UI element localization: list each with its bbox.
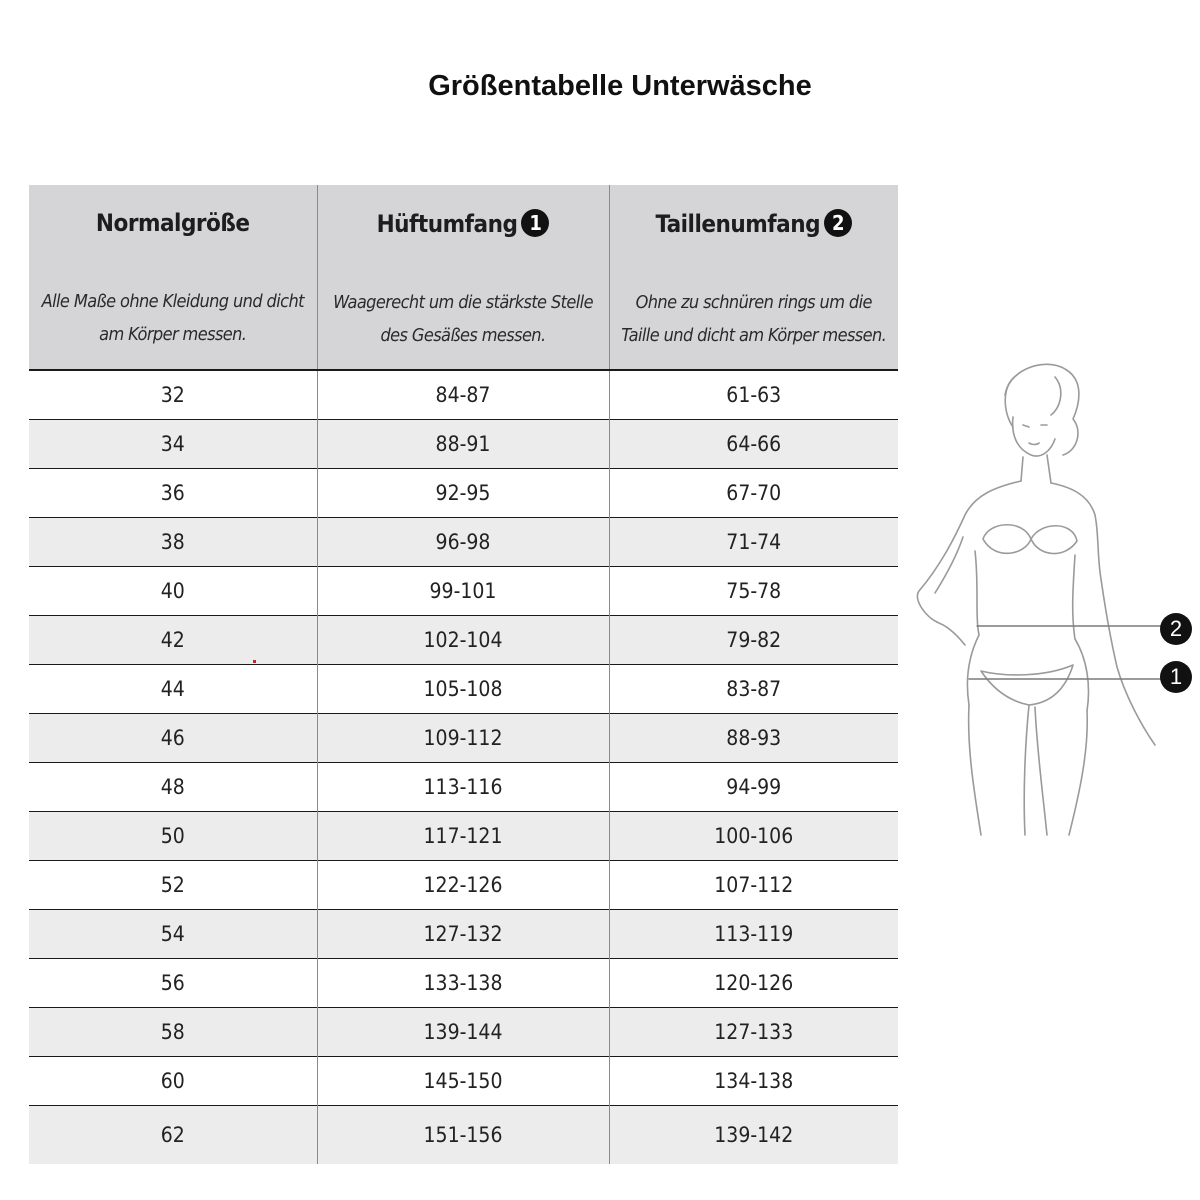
hip-cell: 84-87	[317, 370, 609, 420]
hip-cell: 99-101	[317, 567, 609, 616]
hip-cell: 133-138	[317, 959, 609, 1008]
size-cell: 54	[29, 910, 317, 959]
waist-cell: 75-78	[609, 567, 898, 616]
waist-cell: 71-74	[609, 518, 898, 567]
header-hip-title: Hüftumfang	[376, 210, 518, 238]
hip-marker-icon: 1	[1160, 661, 1192, 693]
size-cell: 56	[29, 959, 317, 1008]
stray-mark	[253, 660, 256, 663]
hip-cell: 122-126	[317, 861, 609, 910]
size-cell: 58	[29, 1008, 317, 1057]
header-waist-title: Taillenumfang	[655, 210, 821, 238]
size-cell: 34	[29, 420, 317, 469]
waist-cell: 107-112	[609, 861, 898, 910]
header-waist-title-wrap	[610, 209, 899, 238]
hip-cell: 92-95	[317, 469, 609, 518]
body-measurement-figure	[905, 355, 1200, 845]
header-size-title: Normalgröße	[95, 209, 250, 237]
table-body	[29, 370, 898, 1164]
header-waist	[609, 185, 898, 370]
waist-cell: 67-70	[609, 469, 898, 518]
waist-cell: 83-87	[609, 665, 898, 714]
waist-cell: 139-142	[609, 1106, 898, 1165]
hip-cell: 117-121	[317, 812, 609, 861]
header-hip	[317, 185, 609, 370]
waist-cell: 120-126	[609, 959, 898, 1008]
size-cell: 60	[29, 1057, 317, 1106]
size-cell: 62	[29, 1106, 317, 1165]
female-silhouette-icon	[905, 355, 1200, 845]
header-waist-description: Ohne zu schnüren rings um die Taille und dicht am Körper messen.	[621, 292, 887, 346]
hip-cell: 88-91	[317, 420, 609, 469]
waist-cell: 79-82	[609, 616, 898, 665]
waist-cell: 94-99	[609, 763, 898, 812]
waist-cell: 61-63	[609, 370, 898, 420]
waist-cell: 88-93	[609, 714, 898, 763]
waist-cell: 64-66	[609, 420, 898, 469]
table-row	[29, 567, 898, 616]
size-cell: 52	[29, 861, 317, 910]
page-title: Größentabelle Unterwäsche	[428, 70, 812, 102]
table-row	[29, 518, 898, 567]
table-row	[29, 714, 898, 763]
table-header	[29, 185, 898, 370]
table-row	[29, 861, 898, 910]
header-hip-description: Waagerecht um die stärkste Stelle des Gesäßes messen.	[333, 292, 593, 346]
hip-cell: 127-132	[317, 910, 609, 959]
size-cell: 40	[29, 567, 317, 616]
waist-marker-icon: 2	[1160, 613, 1192, 645]
table-row	[29, 420, 898, 469]
size-cell: 36	[29, 469, 317, 518]
table-row	[29, 1106, 898, 1165]
hip-cell: 151-156	[317, 1106, 609, 1165]
waist-cell: 127-133	[609, 1008, 898, 1057]
number-two-badge-icon: 2	[824, 209, 852, 237]
hip-cell: 105-108	[317, 665, 609, 714]
hip-cell: 145-150	[317, 1057, 609, 1106]
size-cell: 44	[29, 665, 317, 714]
waist-cell: 113-119	[609, 910, 898, 959]
hip-cell: 113-116	[317, 763, 609, 812]
size-cell: 38	[29, 518, 317, 567]
hip-cell: 96-98	[317, 518, 609, 567]
hip-cell: 109-112	[317, 714, 609, 763]
table-row	[29, 1008, 898, 1057]
table-row	[29, 910, 898, 959]
table-row	[29, 812, 898, 861]
header-hip-title-wrap	[318, 209, 609, 238]
size-cell: 50	[29, 812, 317, 861]
size-cell: 42	[29, 616, 317, 665]
size-cell: 46	[29, 714, 317, 763]
hip-cell: 102-104	[317, 616, 609, 665]
table-row	[29, 469, 898, 518]
header-size-description: Alle Maße ohne Kleidung und dicht am Körper messen.	[41, 291, 304, 345]
table-row	[29, 370, 898, 420]
hip-cell: 139-144	[317, 1008, 609, 1057]
table-row	[29, 1057, 898, 1106]
size-cell: 32	[29, 370, 317, 420]
waist-cell: 134-138	[609, 1057, 898, 1106]
size-cell: 48	[29, 763, 317, 812]
table-row	[29, 616, 898, 665]
header-size	[29, 185, 317, 370]
table-row	[29, 665, 898, 714]
table-row	[29, 959, 898, 1008]
size-table	[29, 185, 898, 1164]
number-one-badge-icon: 1	[521, 209, 549, 237]
table-row	[29, 763, 898, 812]
waist-cell: 100-106	[609, 812, 898, 861]
